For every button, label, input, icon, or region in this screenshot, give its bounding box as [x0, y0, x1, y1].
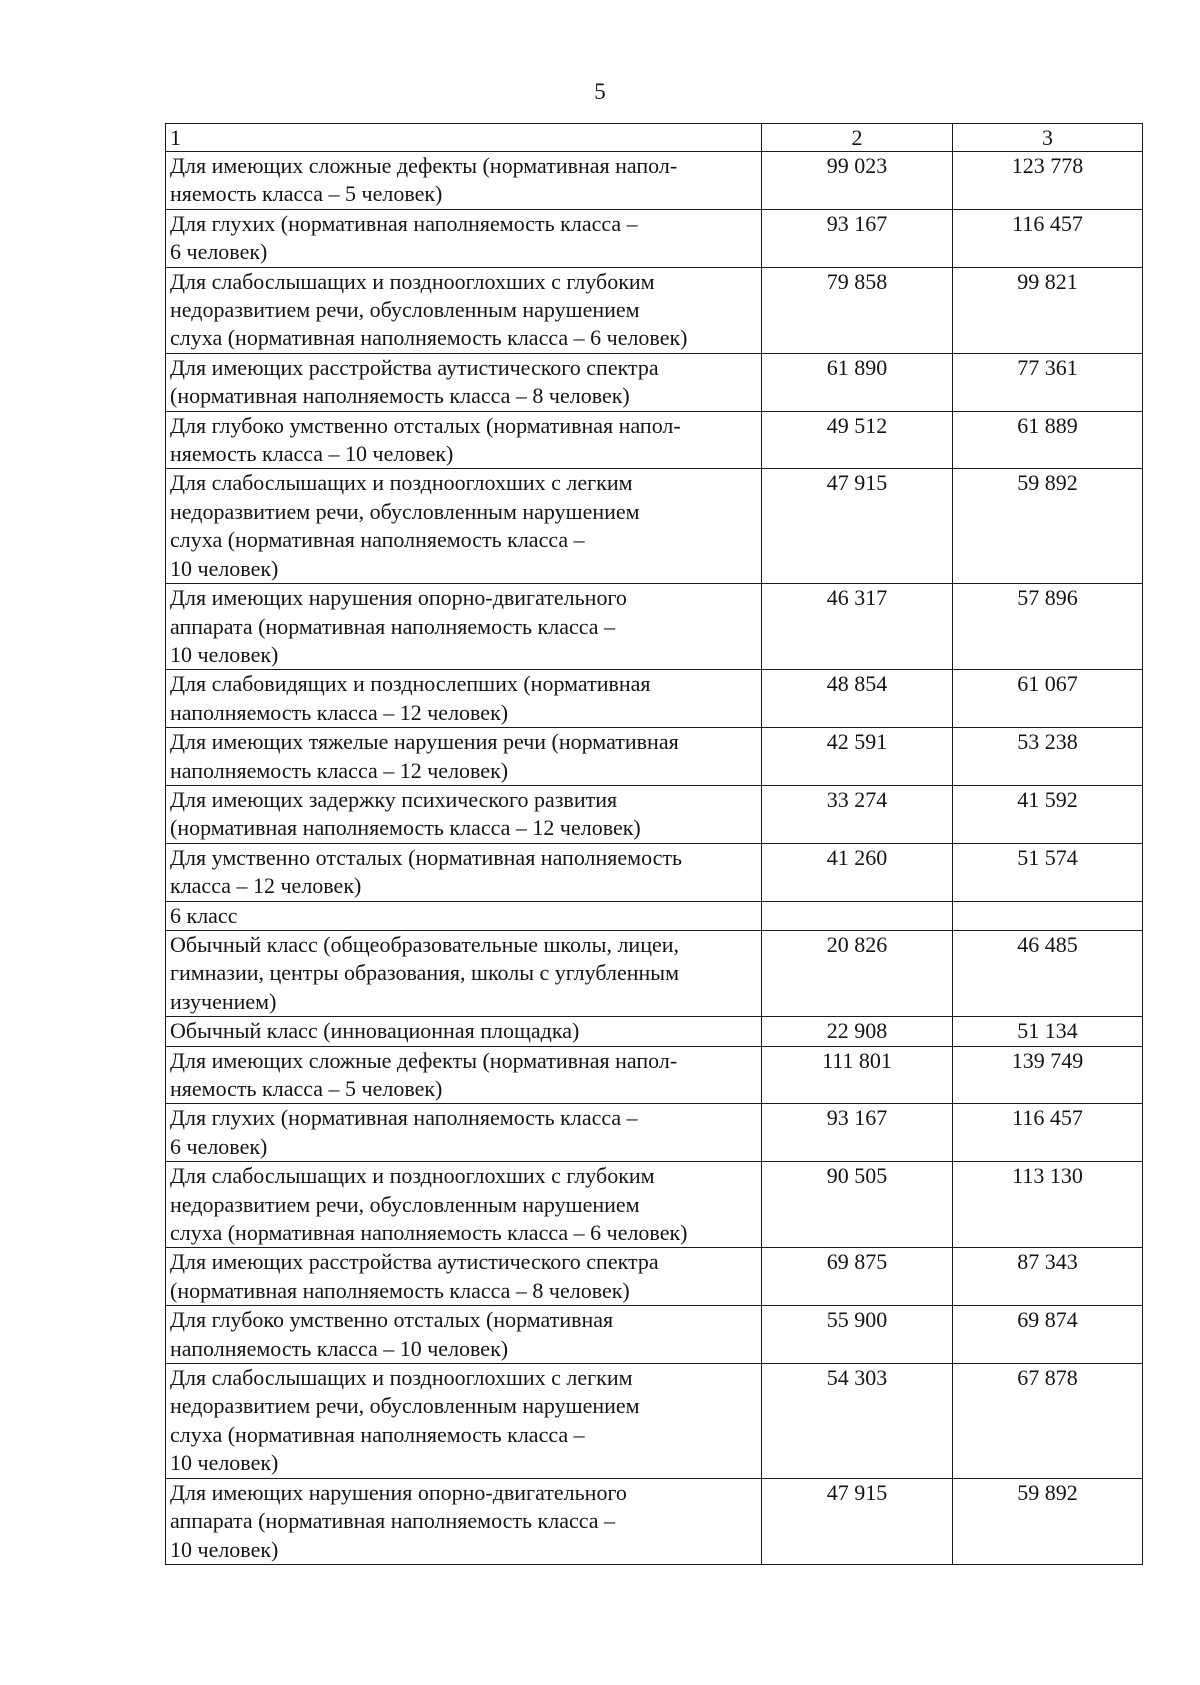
row-value-col2: 49 512 [762, 411, 953, 469]
row-value-col2: 20 826 [762, 930, 953, 1016]
table-row [166, 843, 1143, 901]
row-value-col3: 51 134 [953, 1017, 1143, 1046]
row-label: Обычный класс (общеобразовательные школы, лицеи, гимназии, центры образования, школы с углубленным изучением) [166, 930, 762, 1016]
row-label: Для имеющих тяжелые нарушения речи (нормативная наполняемость класса – 12 человек) [166, 728, 762, 786]
row-value-col2: 79 858 [762, 267, 953, 353]
row-value-col3: 87 343 [953, 1248, 1143, 1306]
page-number: 5 [594, 79, 606, 104]
table-row [166, 1478, 1143, 1564]
row-value-col3: 59 892 [953, 1478, 1143, 1564]
row-value-col3: 116 457 [953, 209, 1143, 267]
row-value-col3: 113 130 [953, 1162, 1143, 1248]
data-table [165, 123, 1143, 1565]
table-row [166, 670, 1143, 728]
row-label: Для слабовидящих и позднослепших (нормативная наполняемость класса – 12 человек) [166, 670, 762, 728]
row-label: Для имеющих нарушения опорно-двигательного аппарата (нормативная наполняемость класса – 10 человек) [166, 584, 762, 670]
row-value-col3: 59 892 [953, 469, 1143, 584]
row-value-col3: 61 067 [953, 670, 1143, 728]
row-value-col3: 139 749 [953, 1046, 1143, 1104]
table-row [166, 1364, 1143, 1479]
row-value-col3: 51 574 [953, 843, 1143, 901]
table-row [166, 1162, 1143, 1248]
column-header-1: 1 [166, 124, 762, 152]
row-label: 6 класс [166, 901, 762, 930]
table-row [166, 1017, 1143, 1046]
row-value-col2: 93 167 [762, 209, 953, 267]
table-row [166, 411, 1143, 469]
row-label: Для глубоко умственно отсталых (нормативная напол- няемость класса – 10 человек) [166, 411, 762, 469]
row-label: Обычный класс (инновационная площадка) [166, 1017, 762, 1046]
row-label: Для имеющих сложные дефекты (нормативная напол- няемость класса – 5 человек) [166, 152, 762, 210]
table-row [166, 1104, 1143, 1162]
table-row [166, 785, 1143, 843]
row-value-col3: 57 896 [953, 584, 1143, 670]
row-value-col2: 47 915 [762, 1478, 953, 1564]
row-value-col2: 111 801 [762, 1046, 953, 1104]
column-header-3: 3 [953, 124, 1143, 152]
table-row [166, 152, 1143, 210]
row-label: Для имеющих задержку психического развития (нормативная наполняемость класса – 12 человек) [166, 785, 762, 843]
row-value-col2: 90 505 [762, 1162, 953, 1248]
row-value-col2: 93 167 [762, 1104, 953, 1162]
row-label: Для слабослышащих и позднооглохших с глубоким недоразвитием речи, обусловленным нарушением слуха (нормативная наполняемость класса – 6 человек) [166, 267, 762, 353]
row-value-col3: 41 592 [953, 785, 1143, 843]
row-value-col2: 41 260 [762, 843, 953, 901]
row-value-col2: 48 854 [762, 670, 953, 728]
row-value-col2: 55 900 [762, 1306, 953, 1364]
row-value-col2: 33 274 [762, 785, 953, 843]
row-value-col3 [953, 901, 1143, 930]
table-row [166, 469, 1143, 584]
row-label: Для глухих (нормативная наполняемость класса – 6 человек) [166, 1104, 762, 1162]
row-value-col3: 67 878 [953, 1364, 1143, 1479]
row-label: Для слабослышащих и позднооглохших с легким недоразвитием речи, обусловленным нарушением слуха (нормативная наполняемость класса – 10 человек) [166, 1364, 762, 1479]
row-label: Для слабослышащих и позднооглохших с легким недоразвитием речи, обусловленным нарушением слуха (нормативная наполняемость класса – 10 человек) [166, 469, 762, 584]
row-value-col3: 69 874 [953, 1306, 1143, 1364]
table-row [166, 267, 1143, 353]
table-row [166, 728, 1143, 786]
row-value-col2: 61 890 [762, 353, 953, 411]
row-label: Для умственно отсталых (нормативная наполняемость класса – 12 человек) [166, 843, 762, 901]
row-value-col2: 22 908 [762, 1017, 953, 1046]
row-label: Для глухих (нормативная наполняемость класса – 6 человек) [166, 209, 762, 267]
row-value-col3: 46 485 [953, 930, 1143, 1016]
row-value-col2: 42 591 [762, 728, 953, 786]
row-value-col3: 99 821 [953, 267, 1143, 353]
table-row [166, 930, 1143, 1016]
table-row [166, 353, 1143, 411]
table-row [166, 584, 1143, 670]
row-value-col2: 47 915 [762, 469, 953, 584]
column-header-2: 2 [762, 124, 953, 152]
table-row [166, 1306, 1143, 1364]
row-value-col3: 123 778 [953, 152, 1143, 210]
row-value-col2: 46 317 [762, 584, 953, 670]
row-value-col2: 69 875 [762, 1248, 953, 1306]
table-row [166, 1248, 1143, 1306]
row-label: Для слабослышащих и позднооглохших с глубоким недоразвитием речи, обусловленным нарушением слуха (нормативная наполняемость класса – 6 человек) [166, 1162, 762, 1248]
row-value-col3: 77 361 [953, 353, 1143, 411]
row-label: Для имеющих сложные дефекты (нормативная напол- няемость класса – 5 человек) [166, 1046, 762, 1104]
table-row [166, 1046, 1143, 1104]
row-label: Для имеющих нарушения опорно-двигательного аппарата (нормативная наполняемость класса – 10 человек) [166, 1478, 762, 1564]
table-header-row [166, 124, 1143, 152]
row-value-col2: 99 023 [762, 152, 953, 210]
row-value-col3: 61 889 [953, 411, 1143, 469]
table-body [166, 124, 1143, 1565]
row-label: Для имеющих расстройства аутистического спектра (нормативная наполняемость класса – 8 человек) [166, 1248, 762, 1306]
row-value-col3: 53 238 [953, 728, 1143, 786]
row-value-col2 [762, 901, 953, 930]
row-value-col3: 116 457 [953, 1104, 1143, 1162]
table-row [166, 901, 1143, 930]
row-label: Для глубоко умственно отсталых (нормативная наполняемость класса – 10 человек) [166, 1306, 762, 1364]
row-value-col2: 54 303 [762, 1364, 953, 1479]
row-label: Для имеющих расстройства аутистического спектра (нормативная наполняемость класса – 8 человек) [166, 353, 762, 411]
table-row [166, 209, 1143, 267]
